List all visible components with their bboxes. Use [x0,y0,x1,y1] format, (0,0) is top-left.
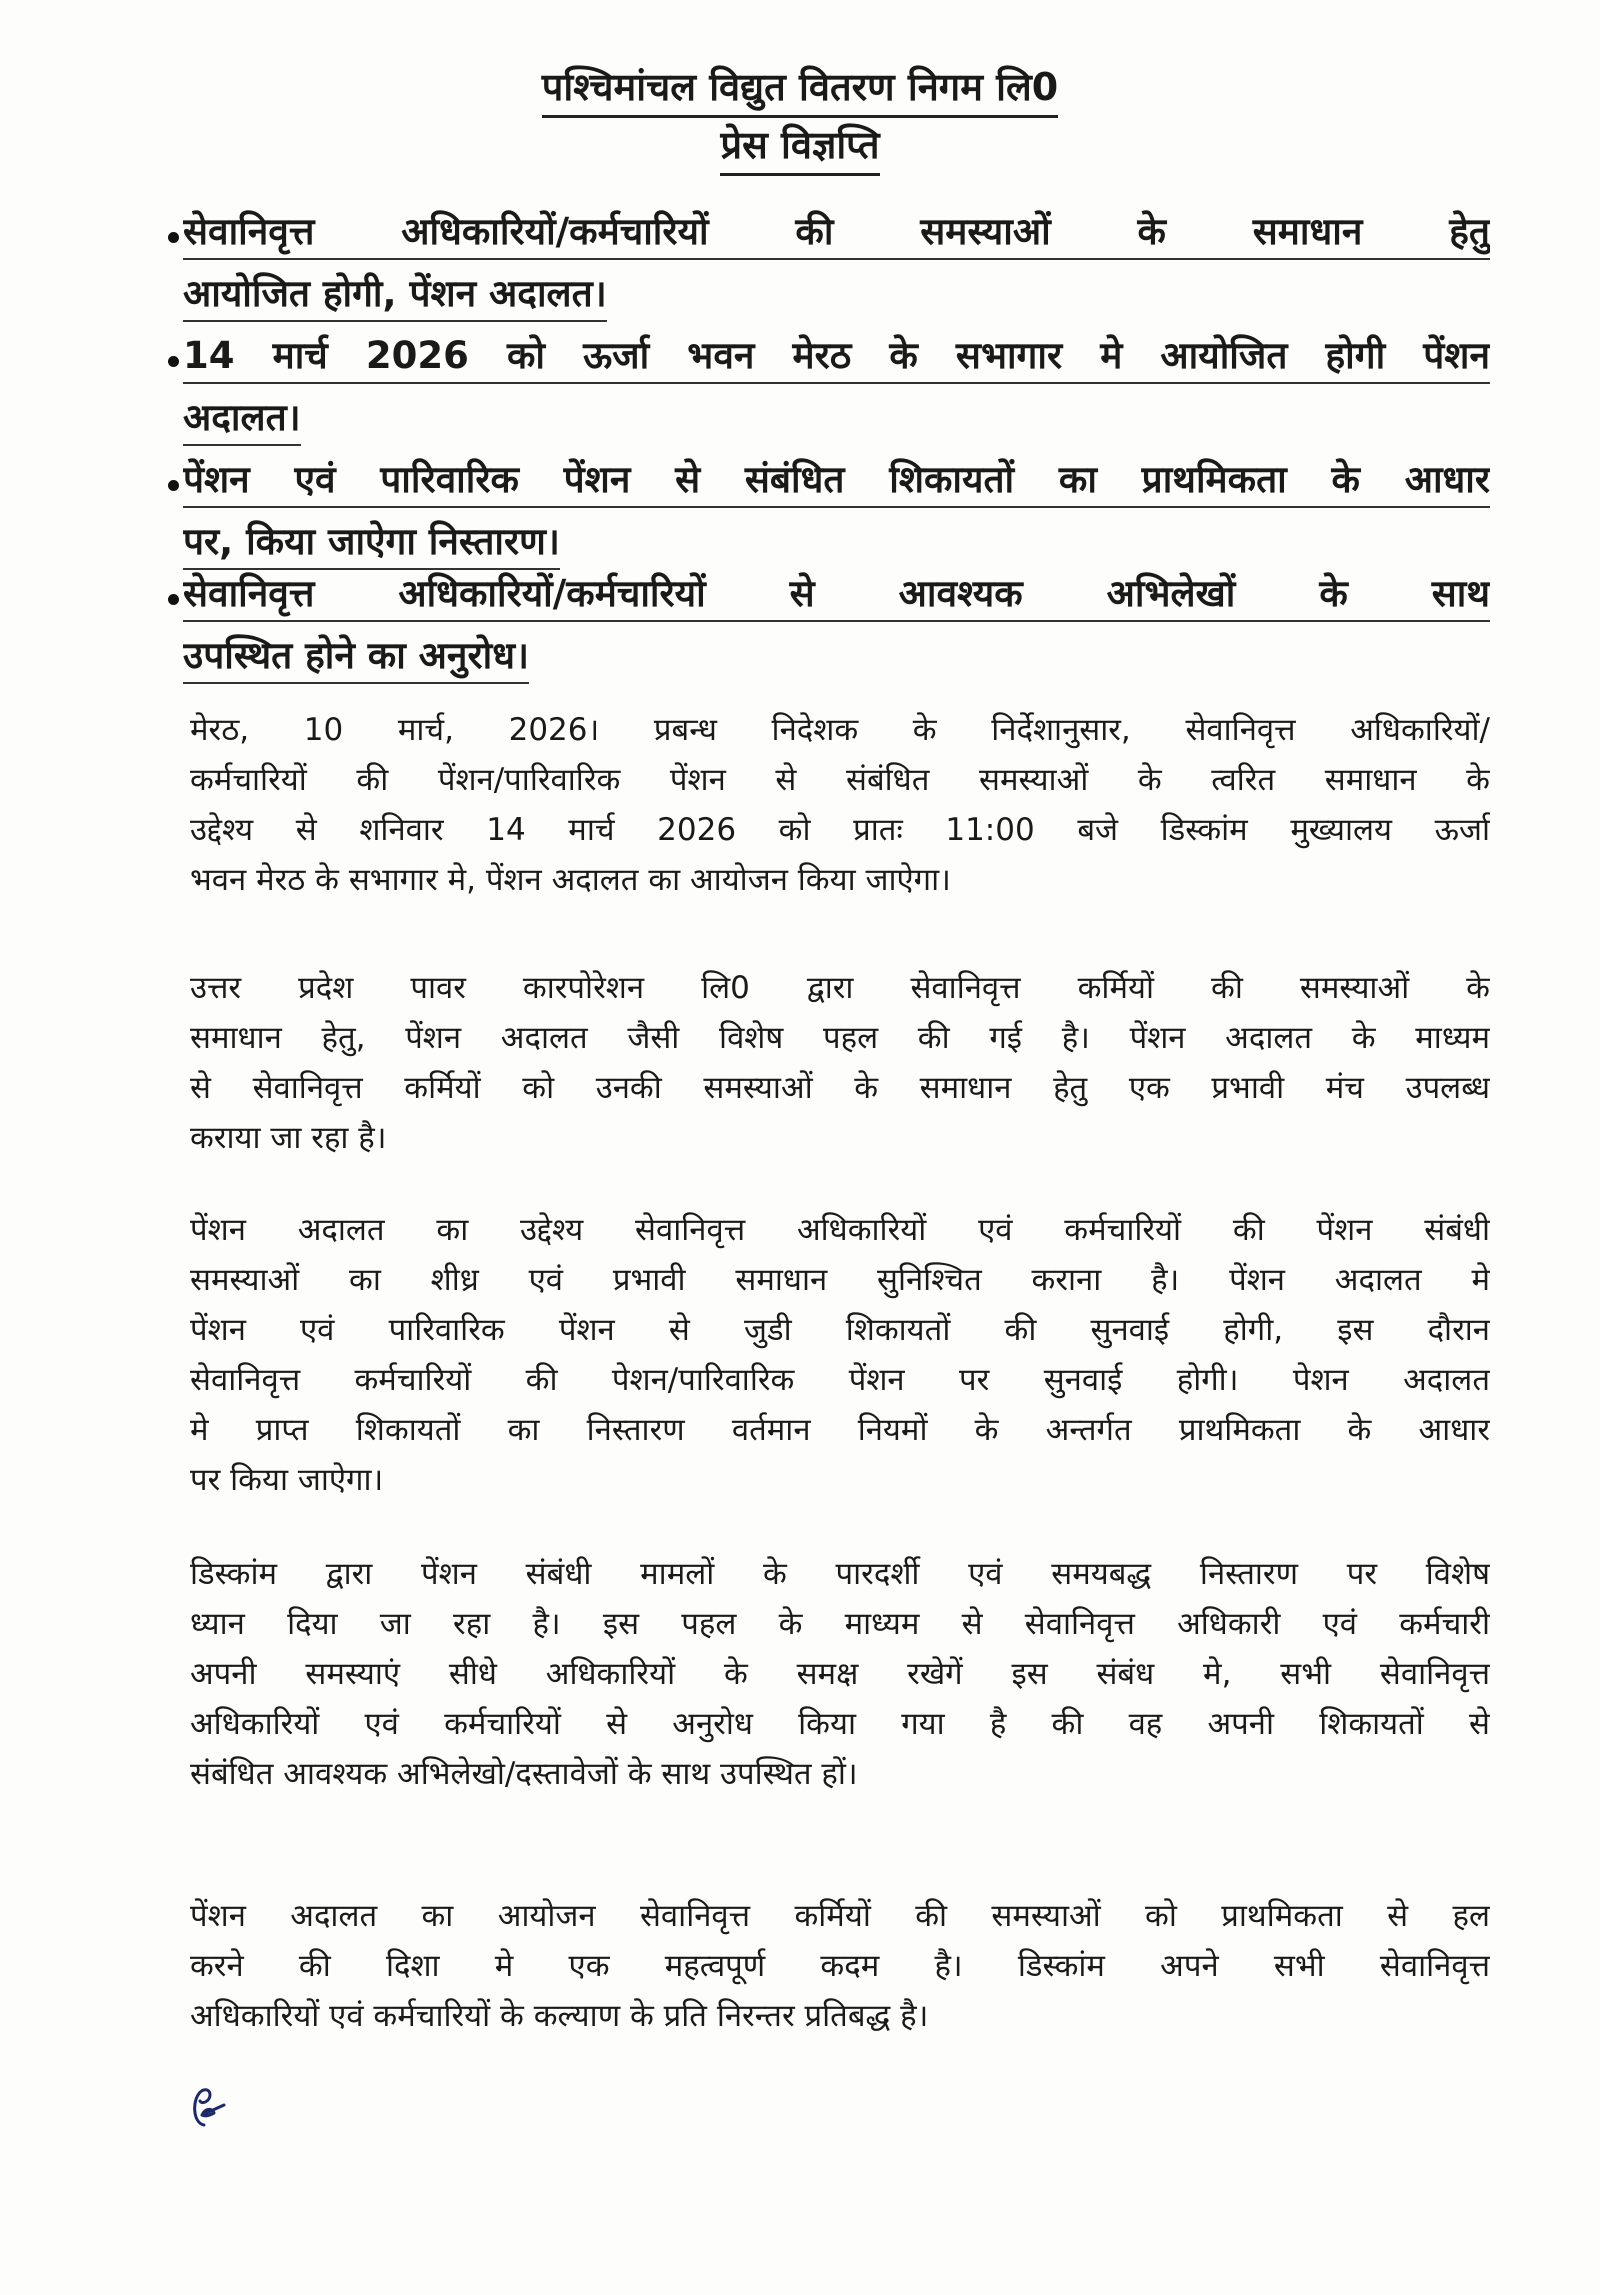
highlight-line: पर, किया जाऐगा निस्तारण। [183,520,560,570]
paragraph-line: पर किया जाऐगा। [190,1462,384,1498]
paragraph-line: मेरठ, 10 मार्च, 2026। प्रबन्ध निदेशक के निर्देशानुसार, सेवानिवृत्त अधिकारियों/ [190,712,1490,748]
bullet-icon [168,480,179,491]
organization-title [0,65,1600,109]
paragraph-line: कर्मचारियों की पेंशन/पारिवारिक पेंशन से संबंधित समस्याओं के त्वरित समाधान के [190,762,1490,798]
paragraph-line: समस्याओं का शीध्र एवं प्रभावी समाधान सुनिश्चित कराना है। पेंशन अदालत मे [190,1262,1490,1298]
highlight-line: सेवानिवृत्त अधिकारियों/कर्मचारियों की समस्याओं के समाधान हेतु [183,210,1490,260]
highlight-line: उपस्थित होने का अनुरोध। [183,634,529,684]
document-type-text: प्रेस विज्ञप्ति [720,123,879,176]
bullet-icon [168,594,179,605]
paragraph-line: उद्देश्य से शनिवार 14 मार्च 2026 को प्रातः 11:00 बजे डिस्कांम मुख्यालय ऊर्जा [190,812,1490,848]
highlight-line: आयोजित होगी, पेंशन अदालत। [183,272,607,322]
highlight-line: सेवानिवृत्त अधिकारियों/कर्मचारियों से आवश्यक अभिलेखों के साथ [183,572,1490,622]
paragraph-line: अधिकारियों एवं कर्मचारियों से अनुरोध किया गया है की वह अपनी शिकायतों से [190,1706,1490,1742]
paragraph-line: समाधान हेतु, पेंशन अदालत जैसी विशेष पहल की गई है। पेंशन अदालत के माध्यम [190,1020,1490,1056]
bullet-icon [168,232,179,243]
highlight-line: पेंशन एवं पारिवारिक पेंशन से संबंधित शिकायतों का प्राथमिकता के आधार [183,458,1490,508]
organization-title-text: पश्चिमांचल विद्युत वितरण निगम लि0 [542,65,1058,118]
paragraph-line: डिस्कांम द्वारा पेंशन संबंधी मामलों के पारदर्शी एवं समयबद्ध निस्तारण पर विशेष [190,1556,1490,1592]
document-type-title [0,123,1600,167]
paragraph-line: पेंशन अदालत का आयोजन सेवानिवृत्त कर्मियों की समस्याओं को प्राथमिकता से हल [190,1898,1490,1934]
paragraph-line: पेंशन अदालत का उद्देश्य सेवानिवृत्त अधिकारियों एवं कर्मचारियों की पेंशन संबंधी [190,1212,1490,1248]
paragraph-line: सेवानिवृत्त कर्मचारियों की पेशन/पारिवारिक पेंशन पर सुनवाई होगी। पेशन अदालत [190,1362,1490,1398]
paragraph-line: अधिकारियों एवं कर्मचारियों के कल्याण के प्रति निरन्तर प्रतिबद्ध है। [190,1998,929,2034]
paragraph-line: से सेवानिवृत्त कर्मियों को उनकी समस्याओं के समाधान हेतु एक प्रभावी मंच उपलब्ध [190,1070,1490,1106]
highlight-line: 14 मार्च 2026 को ऊर्जा भवन मेरठ के सभागार मे आयोजित होगी पेंशन [183,334,1490,384]
bullet-icon [168,356,179,367]
paragraph-line: भवन मेरठ के सभागार मे, पेंशन अदालत का आयोजन किया जाऐगा। [190,862,951,898]
paragraph-line: करने की दिशा मे एक महत्वपूर्ण कदम है। डिस्कांम अपने सभी सेवानिवृत्त [190,1948,1490,1984]
paragraph-line: उत्तर प्रदेश पावर कारपोरेशन लि0 द्वारा सेवानिवृत्त कर्मियों की समस्याओं के [190,970,1490,1006]
paragraph-line: ध्यान दिया जा रहा है। इस पहल के माध्यम से सेवानिवृत्त अधिकारी एवं कर्मचारी [190,1606,1490,1642]
signature-mark [190,2085,230,2131]
paragraph-line: पेंशन एवं पारिवारिक पेंशन से जुडी शिकायतों की सुनवाई होगी, इस दौरान [190,1312,1490,1348]
paragraph-line: अपनी समस्याएं सीधे अधिकारियों के समक्ष रखेगें इस संबंध मे, सभी सेवानिवृत्त [190,1656,1490,1692]
paragraph-line: संबंधित आवश्यक अभिलेखो/दस्तावेजों के साथ उपस्थित हों। [190,1756,858,1792]
highlight-line: अदालत। [183,396,301,446]
paragraph-line: कराया जा रहा है। [190,1120,387,1156]
paragraph-line: मे प्राप्त शिकायतों का निस्तारण वर्तमान नियमों के अन्तर्गत प्राथमिकता के आधार [190,1412,1490,1448]
